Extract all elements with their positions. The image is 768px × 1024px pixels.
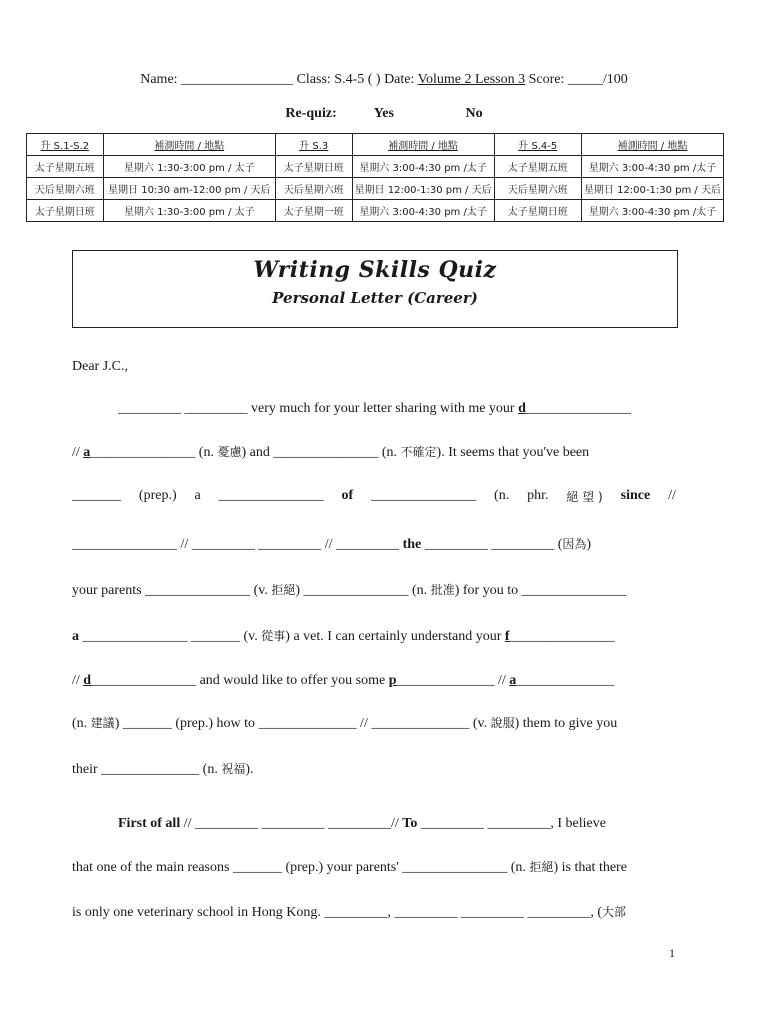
chinese-hint: 說服 [490,716,515,730]
table-cell: 太子星期日班 [494,200,581,222]
date-value: Volume 2 Lesson 3 [417,72,526,87]
chinese-hint: 從事 [261,629,286,643]
table-cell: 天后星期六班 [27,178,104,200]
column-header: 補測時間 / 地點 [581,134,723,156]
blank: _______________ [525,401,631,416]
hint-letter: d [83,673,92,688]
chinese-hint: 大部 [602,905,627,919]
quiz-title: Writing Skills Quiz [253,257,497,283]
chinese-hint: 因為 [562,537,587,551]
table-cell: 星期六 3:00-4:30 pm /太子 [352,156,494,178]
keyword: To [402,816,418,831]
line-text: is only one veterinary school in Hong Kong. _________, _________ _________ _________, ( [72,905,603,920]
chinese-hint: 拒絕 [529,860,554,874]
keyword: since [620,488,651,503]
line-text: (n. [72,716,91,731]
hint-letter: a [509,673,517,688]
letter-line-12 [72,903,676,921]
line-text: _________ _________ ( [421,537,563,552]
keyword: the [402,537,422,552]
line-text: their ______________ (n. [72,762,222,777]
hint-letter: d [518,401,526,416]
line-text: _________ _________ very much for your letter sharing with me your [118,401,519,416]
chinese-hint: 祝福 [221,762,246,776]
letter-salutation: Dear J.C., [72,359,128,374]
blank: _______ [72,488,121,503]
line-text: _______________ _______ (v. [79,629,262,644]
chinese-hint: 絕 望 ) [566,490,603,504]
quiz-header-info [0,72,768,88]
line-text: _______________ and would like to offer you some [91,673,389,688]
table-cell: 太子星期日班 [27,200,104,222]
table-row [27,200,724,222]
column-header: 補測時間 / 地點 [103,134,275,156]
line-text: _______________ // _________ _________ // _________ [72,537,403,552]
table-cell: 星期六 1:30-3:00 pm / 太子 [103,156,275,178]
table-cell: 星期六 3:00-4:30 pm /太子 [581,156,723,178]
requiz-yes: Yes [373,106,394,121]
table-cell: 星期六 1:30-3:00 pm / 太子 [103,200,275,222]
table-cell: 星期六 3:00-4:30 pm /太子 [581,200,723,222]
letter-line-1 [72,401,676,417]
line-text: ) _______ (prep.) how to ______________ // ______________ (v. [114,716,491,731]
line-text: _______________ (n. [90,445,218,460]
table-cell: 天后星期六班 [275,178,352,200]
name-field: Name: ________________ [140,72,294,87]
line-text: (n. [494,488,510,503]
line-text: ) _______________ (n. [295,583,431,598]
letter-line-9 [72,760,676,778]
table-cell: 天后星期六班 [494,178,581,200]
class-field: Class: S.4-5 ( ) [296,72,381,87]
table-cell: 星期日 10:30 am-12:00 pm / 天后 [103,178,275,200]
table-cell: 星期日 12:00-1:30 pm / 天后 [581,178,723,200]
line-text: ) for you to _______________ [454,583,627,598]
page-number: 1 [669,946,675,960]
keyword: First of all [118,816,181,831]
requiz-line [0,106,768,122]
chinese-hint: 建議 [90,716,115,730]
blank: ______________ [516,673,615,688]
chinese-hint: 憂慮 [217,445,242,459]
line-text: ) [586,537,592,552]
hint-letter: a [83,445,91,460]
column-header: 升 S.4-5 [494,134,581,156]
table-cell: 太子星期五班 [494,156,581,178]
table-row [27,178,724,200]
table-cell: 太子星期五班 [27,156,104,178]
line-text: ) them to give you [514,716,618,731]
chinese-hint: 拒絕 [271,583,296,597]
requiz-no: No [465,106,483,121]
table-cell: 太子星期一班 [275,200,352,222]
table-header-row [27,134,724,156]
table-row [27,156,724,178]
requiz-label: Re-quiz: [285,106,337,121]
column-header: 補測時間 / 地點 [352,134,494,156]
letter-line-3 [72,488,676,505]
quiz-title-box [72,250,678,328]
letter-line-2 [72,443,676,461]
line-text: that one of the main reasons _______ (prep.) your parents' _______________ (n. [72,860,530,875]
line-text: // [72,673,84,688]
line-text: // _________ _________ _________// [180,816,403,831]
line-text: (prep.) [138,488,177,503]
blank: _______________ [218,488,324,503]
line-text: ) a vet. I can certainly understand your [285,629,505,644]
line-text: your parents _______________ (v. [72,583,272,598]
chinese-hint: 批准 [430,583,455,597]
line-text: ) is that there [553,860,627,875]
letter-line-5 [72,581,676,599]
line-text: ). [245,762,254,777]
quiz-subtitle: Personal Letter (Career) [272,289,478,307]
column-header: 升 S.3 [275,134,352,156]
line-text: _________ _________, I believe [417,816,606,831]
letter-line-6 [72,627,676,645]
letter-line-4 [72,535,676,553]
chinese-hint: 不確定 [400,445,437,459]
letter-line-8 [72,714,676,732]
line-text: // [72,445,84,460]
hint-letter: f [504,629,510,644]
hint-letter: p [388,673,397,688]
table-cell: 星期六 3:00-4:30 pm /太子 [352,200,494,222]
letter-line-7 [72,673,676,689]
table-cell: 星期日 12:00-1:30 pm / 天后 [352,178,494,200]
line-text: a [194,488,201,503]
line-text: ). It seems that you've been [436,445,590,460]
keyword: of [341,488,354,503]
column-header: 升 S.1-S.2 [27,134,104,156]
line-text: ) and _______________ (n. [241,445,401,460]
blank: _______________ [509,629,615,644]
letter-line-10 [72,816,676,832]
keyword: a [72,629,79,644]
line-text: ______________ // [396,673,510,688]
blank: _______________ [371,488,477,503]
line-text: // [668,488,676,503]
makeup-schedule-table [26,133,724,222]
line-text: phr. [527,488,549,503]
letter-line-11 [72,858,676,876]
date-label: Date: [384,72,415,87]
table-cell: 太子星期日班 [275,156,352,178]
score-field: Score: _____/100 [528,72,628,87]
